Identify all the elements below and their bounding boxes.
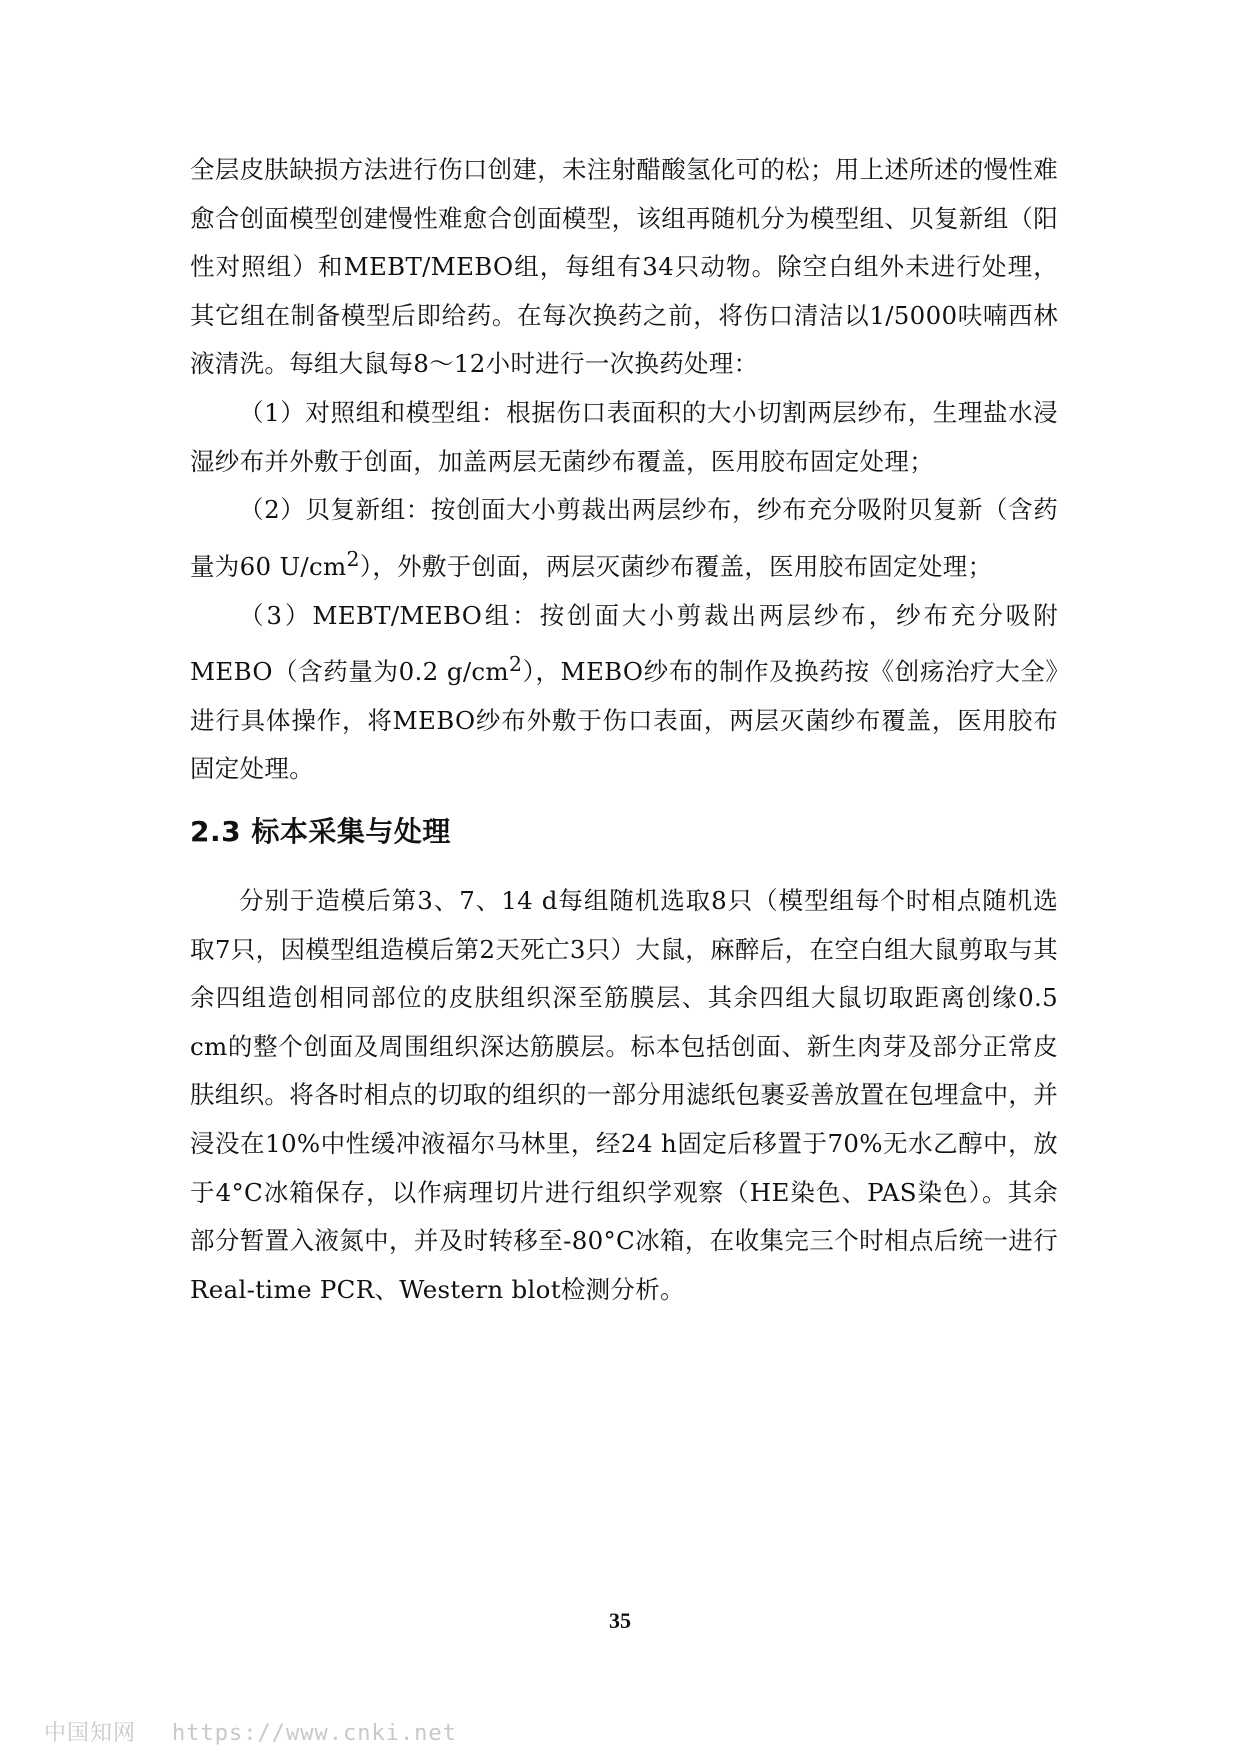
item-2-superscript: 2 bbox=[346, 546, 360, 571]
paragraph-item-3 bbox=[190, 592, 1058, 795]
paragraph-intro: 全层皮肤缺损方法进行伤口创建，未注射醋酸氢化可的松；用上述所述的慢性难愈合创面模型创建慢性难愈合创面模型，该组再随机分为模型组、贝复新组（阳性对照组）和MEBT/MEBO组，每组有34只动物。除空白组外未进行处理，其它组在制备模型后即给药。在每次换药之前，将伤口清洁以1/5000呋喃西林液清洗。每组大鼠每8～12小时进行一次换药处理： bbox=[190, 155, 1058, 379]
methods-body bbox=[190, 146, 1058, 794]
watermark-brand: 中国知网 bbox=[44, 1721, 137, 1746]
item-3-text-before: （3）MEBT/MEBO组：按创面大小剪裁出两层纱布，纱布充分吸附MEBO（含药量为0.2 g/cm bbox=[190, 600, 1058, 687]
section-heading: 2.3 标本采集与处理 bbox=[190, 815, 451, 848]
cnki-watermark bbox=[44, 1716, 457, 1747]
item-3-text-after: ），MEBO纱布的制作及换药按《创疡治疗大全》进行具体操作，将MEBO纱布外敷于伤口表面，两层灭菌纱布覆盖，医用胶布固定处理。 bbox=[190, 657, 1058, 784]
section-paragraph: 分别于造模后第3、7、14 d每组随机选取8只（模型组每个时相点随机选取7只，因模型组造模后第2天死亡3只）大鼠，麻醉后，在空白组大鼠剪取与其余四组造创相同部位的皮肤组织深至筋膜层、其余四组大鼠切取距离创缘0.5 cm的整个创面及周围组织深达筋膜层。标本包括创面、新生肉芽及部分正常皮肤组织。将各时相点的切取的组织的一部分用滤纸包裹妥善放置在包埋盒中，并浸没在10%中性缓冲液福尔马林里，经24 h固定后移置于70%无水乙醇中，放于4°C冰箱保存，以作病理切片进行组织学观察（HE染色、PAS染色）。其余部分暂置入液氮中，并及时转移至-80°C冰箱，在收集完三个时相点后统一进行Real-time PCR、Western blot检测分析。 bbox=[190, 886, 1058, 1304]
paragraph-item-1: （1）对照组和模型组：根据伤口表面积的大小切割两层纱布，生理盐水浸湿纱布并外敷于创面，加盖两层无菌纱布覆盖，医用胶布固定处理； bbox=[190, 397, 1058, 476]
section-body bbox=[190, 877, 1058, 1314]
item-2-text-after: ），外敷于创面，两层灭菌纱布覆盖，医用胶布固定处理； bbox=[359, 551, 993, 581]
item-3-superscript: 2 bbox=[508, 652, 523, 677]
page-number: 35 bbox=[609, 1608, 631, 1633]
item-2-text-before: （2）贝复新组：按创面大小剪裁出两层纱布，纱布充分吸附贝复新（含药量为60 U/cm bbox=[190, 495, 1058, 581]
paragraph-item-2 bbox=[190, 486, 1058, 591]
watermark-url: https://www.cnki.net bbox=[172, 1721, 457, 1746]
